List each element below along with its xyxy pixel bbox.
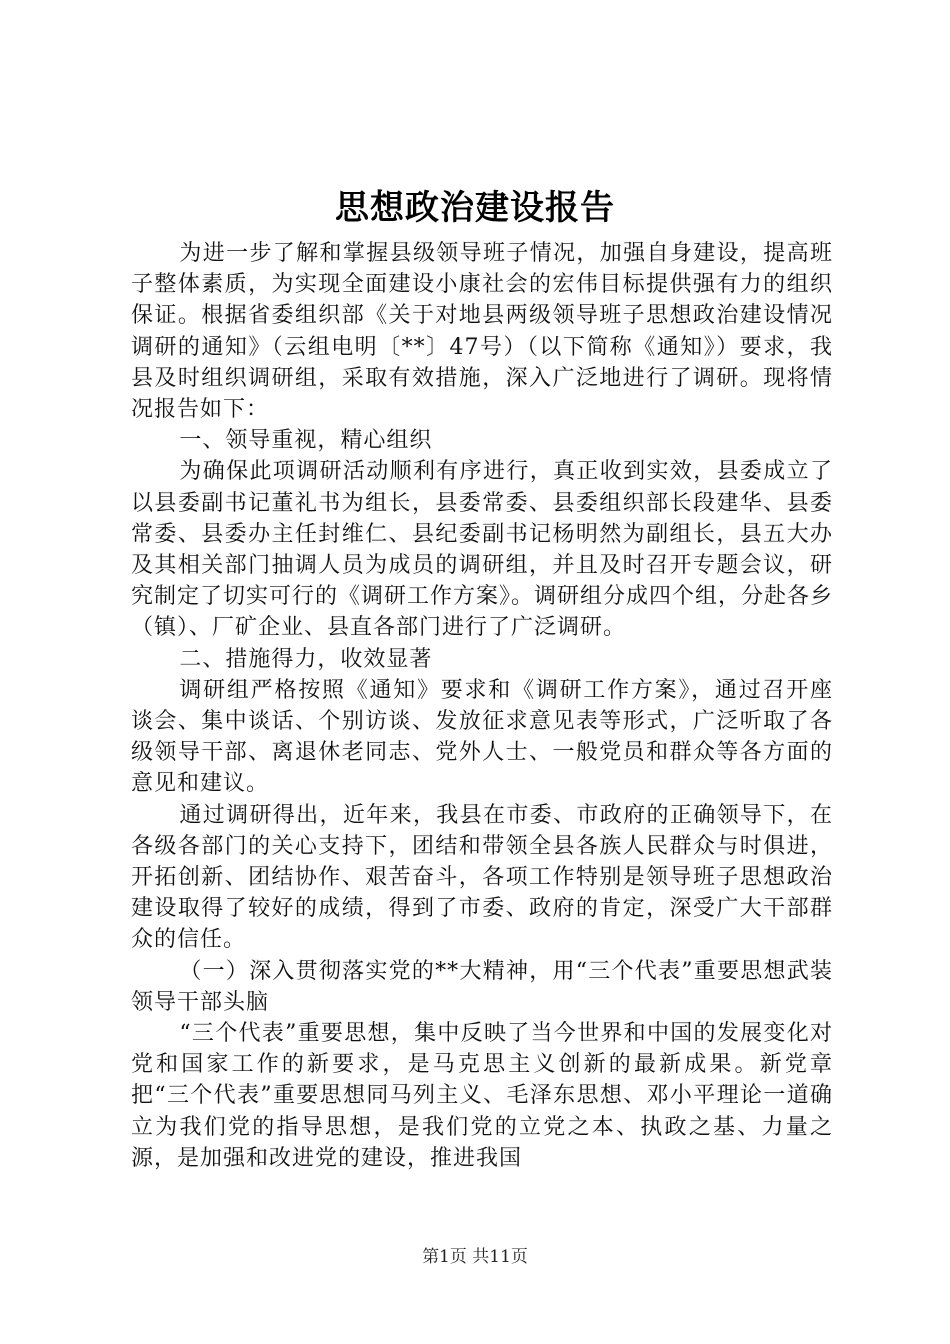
paragraph-organization: 为确保此项调研活动顺利有序进行，真正收到实效，县委成立了以县委副书记董礼书为组长，县委常委、县委组织部长段建华、县委常委、县委办主任封维仁、县纪委副书记杨明然为副组长，县五大办及其相关部门抽调人员为成员的调研组，并且及时召开专题会议，研究制定了切实可行的《调研工作方案》。调研组分成四个组，分赴各乡（镇）、厂矿企业、县直各部门进行了广泛调研。 — [131, 459, 834, 641]
paragraph-methods: 调研组严格按照《通知》要求和《调研工作方案》，通过召开座谈会、集中谈话、个别访谈、发放征求意见表等形式，广泛听取了各级领导干部、离退休老同志、党外人士、一般党员和群众等各方面的意见和建议。 — [131, 677, 833, 797]
document-body — [131, 238, 833, 1174]
paragraph-intro: 为进一步了解和掌握县级领导班子情况，加强自身建设，提高班子整体素质，为实现全面建设小康社会的宏伟目标提供强有力的组织保证。根据省委组织部《关于对地县两级领导班子思想政治建设情况调研的通知》（云组电明〔**〕47号）（以下简称《通知》）要求，我县及时组织调研组，采取有效措施，深入广泛地进行了调研。现将情况报告如下： — [131, 241, 833, 423]
paragraph-three-represents: “三个代表”重要思想，集中反映了当今世界和中国的发展变化对党和国家工作的新要求，是马克思主义创新的最新成果。新党章把“三个代表”重要思想同马列主义、毛泽东思想、邓小平理论一道确立为我们党的指导思想，是我们党的立党之本、执政之基、力量之源，是加强和改进党的建设，推进我国 — [131, 1021, 833, 1171]
paragraph-findings: 通过调研得出，近年来，我县在市委、市政府的正确领导下，在各级各部门的关心支持下，团结和带领全县各族人民群众与时俱进，开拓创新、团结协作、艰苦奋斗，各项工作特别是领导班子思想政治建设取得了较好的成绩，得到了市委、政府的肯定，深受广大干部群众的信任。 — [131, 802, 833, 953]
page-footer: 第1页 共11页 — [422, 1247, 528, 1267]
document-title: 思想政治建设报告 — [335, 188, 615, 228]
section-heading-2: 二、措施得力，收效显著 — [179, 646, 433, 672]
section-heading-1: 一、领导重视，精心组织 — [179, 428, 433, 454]
subsection-heading-1: （一）深入贯彻落实党的**大精神，用“三个代表”重要思想武装领导干部头脑 — [131, 958, 833, 1015]
